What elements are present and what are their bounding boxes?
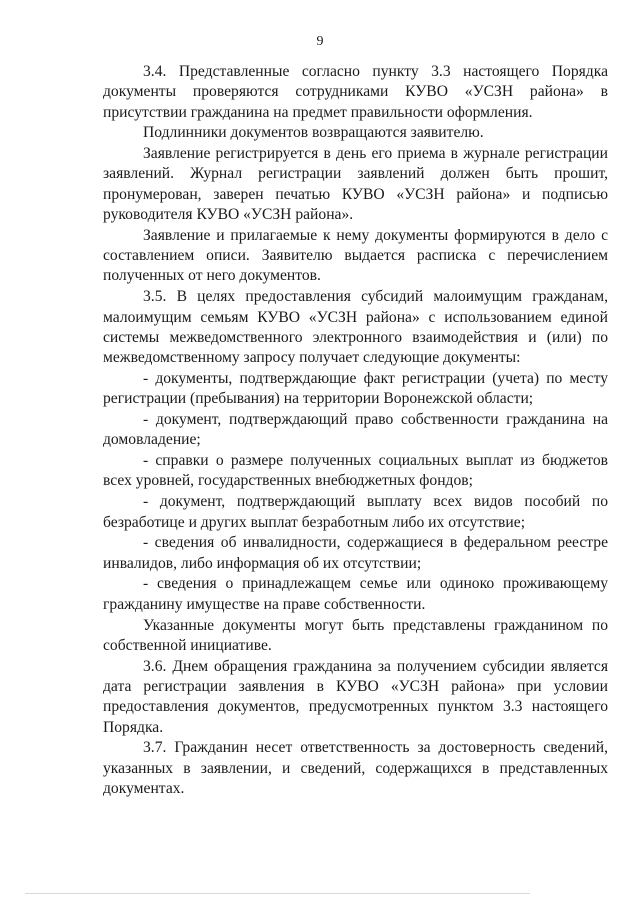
list-item-social-payments: - справки о размере полученных социальных выплат из бюджетов всех уровней, государственных внебюджетных фондов; xyxy=(103,452,608,490)
list-item-unemployment-benefits: - документ, подтверждающий выплату всех видов пособий по безработице и других выплат безработным либо их отсутствие; xyxy=(103,493,608,531)
list-item-ownership-doc: - документ, подтверждающий право собственности гражданина на домовладение; xyxy=(103,411,608,449)
paragraph-own-initiative: Указанные документы могут быть представлены гражданином по собственной инициативе. xyxy=(103,616,608,654)
list-item-disability-info: - сведения об инвалидности, содержащиеся в федеральном реестре инвалидов, либо информация об их отсутствии; xyxy=(103,534,608,572)
paragraph-originals-returned: Подлинники документов возвращаются заявителю. xyxy=(143,124,484,142)
page-number: 9 xyxy=(316,34,324,49)
paragraph-3-4: 3.4. Представленные согласно пункту 3.3 настоящего Порядка документы проверяются сотрудниками КУВО «УСЗН района» в присутствии гражданина на предмет правильности оформления. xyxy=(103,63,608,121)
scan-edge-line xyxy=(25,893,530,894)
paragraph-registration-journal: Заявление регистрируется в день его приема в журнале регистрации заявлений. Журнал регистрации заявлений должен быть прошит, пронумерован, заверен печатью КУВО «УСЗН района» и подписью руководителя КУВО «УСЗН района». xyxy=(103,145,608,224)
paragraph-3-5: 3.5. В целях предоставления субсидий малоимущим гражданам, малоимущим семьям КУВО «УСЗН района» с использованием единой системы межведомственного электронного взаимодействия и (или) по межведомственному запросу получает следующие документы: xyxy=(103,288,608,367)
paragraph-3-7: 3.7. Гражданин несет ответственность за достоверность сведений, указанных в заявлении, и сведений, содержащихся в представленных документах. xyxy=(103,739,608,797)
list-item-registration-docs: - документы, подтверждающие факт регистрации (учета) по месту регистрации (пребывания) на территории Воронежской области; xyxy=(103,369,608,408)
list-item-property-info: - сведения о принадлежащем семье или одиноко проживающему гражданину имуществе на праве собственности. xyxy=(103,575,608,613)
paragraph-case-file: Заявление и прилагаемые к нему документы формируются в дело с составлением описи. Заявителю выдается расписка с перечислением полученных от него документов. xyxy=(103,226,608,285)
document-body xyxy=(103,62,608,799)
paragraph-3-6: 3.6. Днем обращения гражданина за получением субсидии является дата регистрации заявления в КУВО «УСЗН района» при условии предоставления документов, предусмотренных пунктом 3.3 настоящего Порядка. xyxy=(103,657,608,736)
